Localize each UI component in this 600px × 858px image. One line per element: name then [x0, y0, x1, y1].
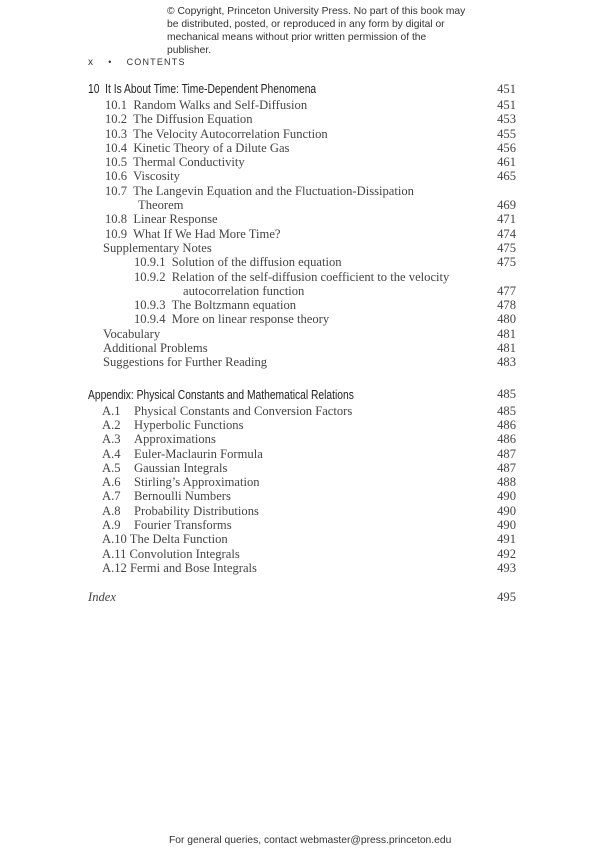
bullet-separator: •: [108, 57, 113, 67]
page-number: x: [88, 57, 95, 68]
toc-entry[interactable]: A.9 Fourier Transforms 490: [102, 518, 516, 533]
toc-subentry[interactable]: 10.9.2 Relation of the self-diffusion coefficient to the velocity: [134, 269, 450, 284]
toc-vocabulary[interactable]: Vocabulary 481: [103, 326, 516, 341]
toc-entry[interactable]: 10.9 What If We Had More Time? 474: [105, 226, 516, 241]
toc-entry[interactable]: 10.2 The Diffusion Equation 453: [105, 112, 516, 127]
copyright-notice: © Copyright, Princeton University Press. No part of this book may be distributed, posted, or reproduced in any form by digital or mechanical means without prior written permission of the publisher.: [167, 6, 466, 56]
toc-entry[interactable]: A.11 Convolution Integrals 492: [102, 546, 516, 561]
appendix-page: 485: [497, 387, 516, 402]
toc-entry[interactable]: A.10 The Delta Function 491: [102, 532, 516, 547]
appendix-heading: Appendix: Physical Constants and Mathematical Relations: [88, 386, 354, 402]
toc-appendix[interactable]: [88, 386, 516, 404]
toc-entry[interactable]: A.6 Stirling’s Approximation 488: [102, 475, 516, 490]
toc-entry[interactable]: A.7 Bernoulli Numbers 490: [102, 489, 516, 504]
toc-entry[interactable]: 10.6 Viscosity 465: [105, 169, 516, 184]
toc-entry[interactable]: A.1 Physical Constants and Conversion Factors 485: [102, 403, 516, 418]
running-head-title: CONTENTS: [126, 57, 186, 67]
table-of-contents: [88, 80, 516, 605]
toc-supplementary-notes[interactable]: Supplementary Notes 475: [103, 240, 516, 255]
toc-subentry[interactable]: 10.9.1 Solution of the diffusion equation 475: [134, 255, 516, 270]
footer-contact: For general queries, contact webmaster@press.princeton.edu: [169, 835, 452, 846]
toc-subentry[interactable]: 10.9.4 More on linear response theory 480: [134, 312, 516, 327]
toc-entry[interactable]: A.5 Gaussian Integrals 487: [102, 460, 516, 475]
chapter-heading: 10 It Is About Time: Time-Dependent Phenomena: [88, 81, 317, 96]
toc-entry[interactable]: 10.4 Kinetic Theory of a Dilute Gas 456: [105, 140, 516, 155]
chapter-page: 451: [497, 81, 516, 96]
toc-entry[interactable]: 10.7 The Langevin Equation and the Fluctuation-Dissipation: [105, 183, 414, 198]
toc-entry[interactable]: A.4 Euler-Maclaurin Formula 487: [102, 446, 516, 461]
toc-entry[interactable]: A.3 Approximations 486: [102, 432, 516, 447]
toc-entry[interactable]: 10.3 The Velocity Autocorrelation Function 455: [105, 126, 516, 141]
toc-subentry-continuation[interactable]: autocorrelation function 477: [183, 283, 516, 298]
toc-chapter-10[interactable]: [88, 80, 516, 98]
toc-entry[interactable]: A.12 Fermi and Bose Integrals 493: [102, 560, 516, 575]
toc-entry-continuation[interactable]: Theorem 469: [138, 198, 516, 213]
toc-additional-problems[interactable]: Additional Problems 481: [103, 341, 516, 356]
toc-entry[interactable]: A.8 Probability Distributions 490: [102, 503, 516, 518]
toc-entry[interactable]: A.2 Hyperbolic Functions 486: [102, 417, 516, 432]
toc-entry[interactable]: 10.8 Linear Response 471: [105, 212, 516, 227]
running-head: [88, 57, 186, 68]
toc-further-reading[interactable]: Suggestions for Further Reading 483: [103, 355, 516, 370]
toc-index[interactable]: Index 495: [88, 590, 516, 605]
toc-entry[interactable]: 10.1 Random Walks and Self-Diffusion 451: [105, 98, 516, 112]
toc-subentry[interactable]: 10.9.3 The Boltzmann equation 478: [134, 298, 516, 313]
toc-entry[interactable]: 10.5 Thermal Conductivity 461: [105, 155, 516, 170]
